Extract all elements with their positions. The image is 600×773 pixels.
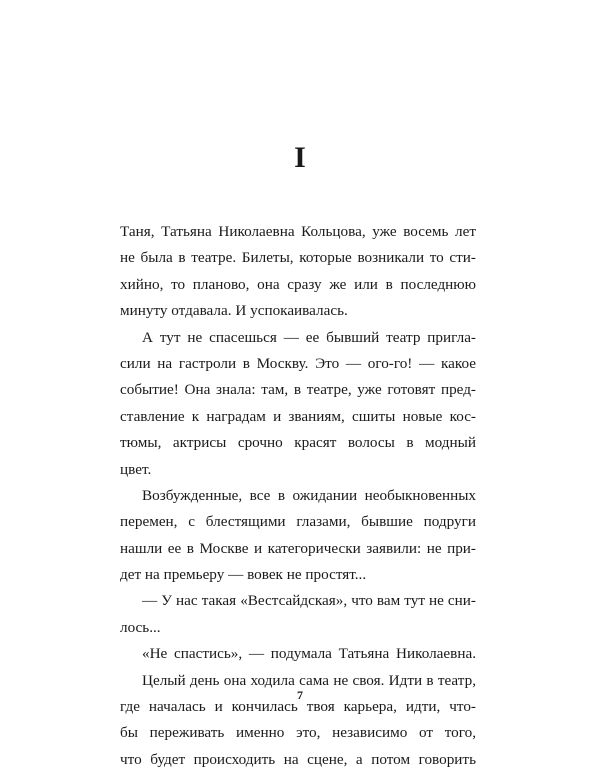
text-line: ставление к наградам и званиям, сшиты новые кос- [120, 407, 476, 425]
text-line: минуту отдавала. И успокаивалась. [120, 302, 348, 320]
text-line: где началась и кончилась твоя карьера, идти, что- [120, 698, 476, 716]
text-line: — У нас такая «Вестсайдская», что вам тут не сни- [142, 592, 476, 610]
page-number: 7 [297, 688, 303, 702]
text-line: нашли ее в Москве и категорически заявили: не при- [120, 539, 476, 557]
text-line: что будет происходить на сцене, а потом говорить [120, 750, 476, 768]
text-line: «Не спастись», — подумала Татьяна Николаевна. [142, 645, 476, 663]
text-line: сили на гастроли в Москву. Это — ого-го! — какое [120, 354, 476, 372]
text-line: Возбужденные, все в ожидании необыкновенных [142, 486, 476, 504]
text-line: событие! Она знала: там, в театре, уже готовят пред- [120, 381, 476, 399]
text-line: перемен, с блестящими глазами, бывшие подруги [120, 513, 476, 531]
text-line: Целый день она ходила сама не своя. Идти в театр, [142, 671, 476, 689]
chapter-number: I [294, 141, 306, 174]
text-line: цвет. [120, 460, 152, 478]
text-line: А тут не спасешься — ее бывший театр пригла- [142, 328, 476, 346]
text-line: не была в театре. Билеты, которые возникали то сти- [120, 249, 476, 267]
text-line: бы переживать именно это, независимо от того, [120, 724, 476, 742]
text-line: тюмы, актрисы срочно красят волосы в модный [120, 434, 476, 452]
text-line: дет на премьеру — вовек не простят... [120, 566, 367, 584]
text-line: лось... [120, 618, 161, 636]
text-line: Таня, Татьяна Николаевна Кольцова, уже восемь лет [120, 223, 476, 240]
text-line: хийно, то планово, она сразу же или в последнюю [120, 275, 476, 293]
